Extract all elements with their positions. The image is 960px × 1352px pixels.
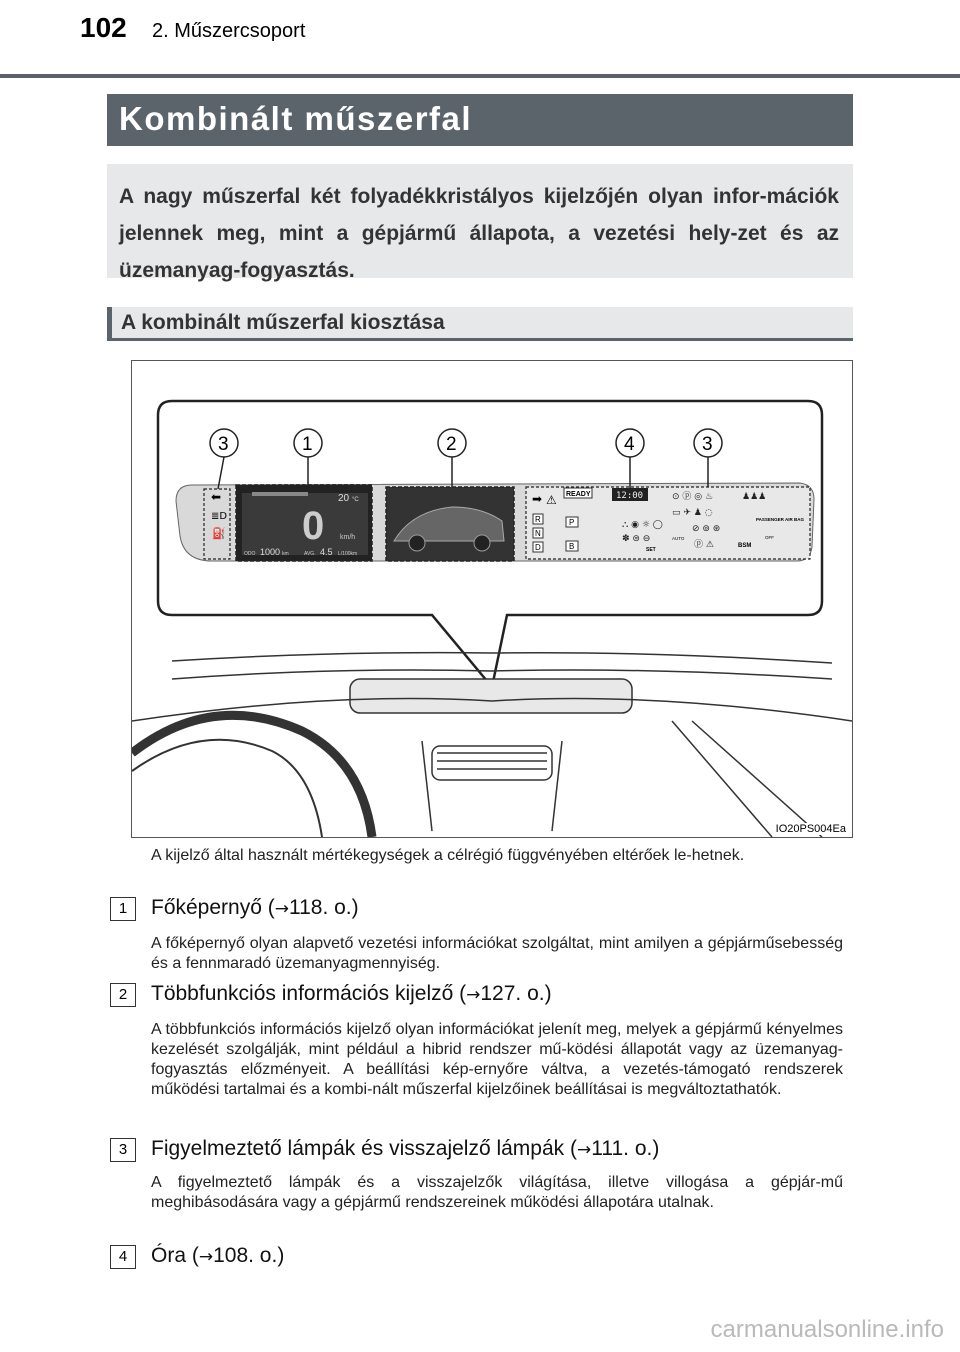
intro-text: A nagy műszerfal két folyadékkristályos kijelzőjén olyan infor-mációk jelennek meg, mint a gépjármű állapota, a vezetési hely-zet és az üzemanyag-fogyasztás. bbox=[119, 185, 839, 282]
speed-unit: km/h bbox=[340, 534, 356, 541]
page-ref-link[interactable]: 111. o.) bbox=[591, 1137, 660, 1160]
arrow-right-icon: → bbox=[577, 1140, 592, 1160]
off-label: OFF bbox=[765, 535, 774, 540]
item-title: Főképernyő ( bbox=[151, 896, 275, 919]
vent-slats bbox=[437, 753, 547, 769]
temperature-unit: °C bbox=[352, 497, 359, 503]
item-number-3: 3 bbox=[110, 1138, 136, 1162]
arrow-right-icon: → bbox=[274, 899, 289, 919]
gear-r-label: R bbox=[535, 515, 541, 524]
item-title: Többfunkciós információs kijelző ( bbox=[151, 982, 467, 1005]
seatbelt-icon: ♟♟♟ bbox=[742, 492, 767, 502]
instrument-cluster-figure bbox=[131, 360, 853, 838]
passenger-airbag-label: PASSENGER AIR BAG bbox=[756, 517, 805, 522]
brake-label: B bbox=[569, 542, 575, 551]
turn-left-icon: ⬅ bbox=[211, 490, 222, 504]
odo-value: 1000 bbox=[260, 547, 281, 557]
callout-label: 1 bbox=[302, 434, 313, 455]
arrow-right-icon: → bbox=[198, 1247, 214, 1267]
callout-label: 3 bbox=[702, 434, 713, 455]
gear-d-label: D bbox=[535, 543, 541, 552]
section-title: Kombinált műszerfal bbox=[107, 94, 853, 146]
ready-label: READY bbox=[566, 491, 591, 498]
indicator-icon: ⊙ ⓟ ◎ ♨ bbox=[672, 492, 714, 502]
wheel-front-icon bbox=[409, 535, 425, 551]
odo-label: ODO bbox=[244, 551, 256, 557]
arrow-right-icon: → bbox=[466, 985, 481, 1005]
header-rule bbox=[0, 74, 960, 78]
auto-label: AUTO bbox=[672, 536, 685, 541]
fuel-bar bbox=[252, 492, 308, 496]
indicator-icon: ⛬ ◉ ☼ ◯ bbox=[622, 520, 663, 530]
figure-code: IO20PS004Ea bbox=[775, 823, 846, 835]
item-body-2: A többfunkciós információs kijelző olyan információkat jelenít meg, melyek a gépjármű kényelmes kezelését szolgálják, mint például a hibrid rendszer mű-ködési állapotát vagy az üzemanyag-fogyasztás előzményeit. A beállítási kép-ernyőre váltva, a vezetés-támogató rendszerek működési tartalmai és a kombi-nált műszerfal kijelzőinek beállításai is megváltoztathatók. bbox=[151, 1021, 843, 1098]
door-lines bbox=[672, 721, 822, 837]
page-number: 102 bbox=[80, 12, 127, 43]
warning-icon: ⚠ bbox=[546, 493, 557, 507]
item-heading-2 bbox=[151, 982, 552, 1006]
set-label: SET bbox=[646, 547, 656, 553]
item-body-1: A főképernyő olyan alapvető vezetési információkat szolgáltat, mint amilyen a gépjárműsebesség és a fennmaradó üzemanyagmennyiség. bbox=[151, 935, 843, 972]
park-label: P bbox=[569, 518, 575, 527]
units-note: A kijelző által használt mértékegységek a célrégió függvényében eltérőek le-hetnek. bbox=[151, 847, 745, 864]
page-ref-link[interactable]: 108. o.) bbox=[213, 1244, 285, 1267]
item-heading-4 bbox=[151, 1244, 284, 1268]
avg-unit: L/100km bbox=[338, 551, 358, 557]
item-number-4: 4 bbox=[110, 1245, 136, 1269]
watermark: carmanualsonline.info bbox=[710, 1316, 944, 1343]
item-heading-3 bbox=[151, 1137, 659, 1161]
callout-label: 2 bbox=[446, 434, 457, 455]
steering-wheel bbox=[132, 715, 372, 837]
clock-value: 12:00 bbox=[616, 491, 644, 501]
bsm-label: BSM bbox=[738, 543, 752, 549]
indicator-icon: ✽ ⊜ ⊖ bbox=[622, 534, 651, 544]
item-title: Óra ( bbox=[151, 1244, 199, 1267]
headlight-icon: ≣D bbox=[211, 511, 228, 522]
odo-unit: km bbox=[282, 551, 289, 557]
indicator-icon: ⓟ ⚠ bbox=[694, 540, 714, 550]
chapter-title: 2. Műszercsoport bbox=[152, 20, 306, 42]
gear-n-label: N bbox=[535, 529, 541, 538]
fuel-icon: ⛽ bbox=[212, 527, 226, 540]
wheel-rear-icon bbox=[474, 535, 490, 551]
dashboard-line bbox=[172, 670, 832, 679]
callout-label: 4 bbox=[624, 434, 635, 455]
item-number-1: 1 bbox=[110, 897, 136, 921]
avg-value: 4.5 bbox=[320, 547, 333, 557]
intro-box bbox=[107, 164, 853, 282]
turn-right-icon: ➡ bbox=[532, 492, 543, 506]
speed-value: 0 bbox=[302, 504, 325, 548]
indicator-icon: ▭ ✈ ♟ ◌ bbox=[672, 508, 713, 518]
subsection-title: A kombinált műszerfal kiosztása bbox=[121, 311, 445, 334]
item-heading-1 bbox=[151, 896, 359, 920]
dashboard-drawing bbox=[132, 653, 852, 837]
console-lines bbox=[422, 741, 562, 831]
item-number-2: 2 bbox=[110, 983, 136, 1007]
indicator-icon: ⊘ ⊚ ⊛ bbox=[692, 524, 721, 534]
item-body-3: A figyelmeztető lámpák és a visszajelzők világítása, illetve villogása a gépjár-mű meghibásodására vagy a gépjármű rendszereinek működési állapotára utalnak. bbox=[151, 1174, 843, 1211]
vent bbox=[432, 746, 552, 780]
cluster-housing bbox=[350, 679, 632, 713]
dashboard-top-line bbox=[172, 653, 832, 663]
cluster-illustration bbox=[132, 361, 852, 837]
temperature-value: 20 bbox=[338, 493, 350, 504]
page-ref-link[interactable]: 127. o.) bbox=[480, 982, 552, 1005]
avg-label: AVG. bbox=[304, 551, 316, 557]
callout-label: 3 bbox=[218, 434, 229, 455]
item-title: Figyelmeztető lámpák és visszajelző lámpák ( bbox=[151, 1137, 577, 1160]
steering-wheel-inner bbox=[132, 740, 322, 837]
subsection-heading bbox=[107, 307, 853, 341]
page-ref-link[interactable]: 118. o.) bbox=[288, 896, 359, 919]
subsection-bar bbox=[107, 307, 112, 338]
